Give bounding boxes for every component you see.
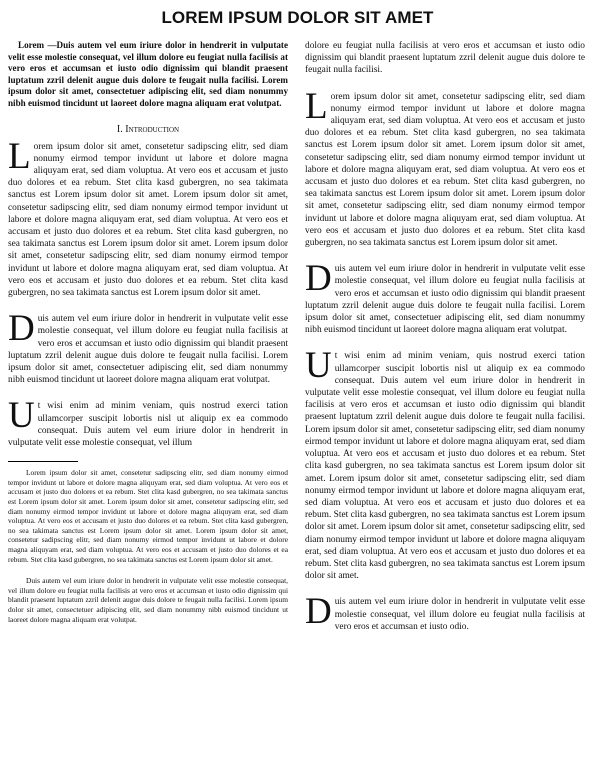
dropcap: U <box>8 395 35 437</box>
dropcap: D <box>305 591 332 633</box>
right-paragraph-3 <box>305 345 585 582</box>
section-heading <box>8 124 288 135</box>
paper-title: LOREM IPSUM DOLOR SIT AMET <box>161 8 434 27</box>
dropcap: L <box>8 135 31 177</box>
paragraph-text: orem ipsum dolor sit amet, consetetur sadipscing elitr, sed diam nonumy eirmod tempor invidunt ut labore et dolore magna aliquyam erat, sed diam voluptua. At vero eos et accusam et justo duo dolores et ea rebum. Stet clita kasd gubergren, no sea takimata sanctus est Lorem ipsum dolor sit amet. Lorem ipsum dolor sit amet, consetetur sadipscing elitr, sed diam nonumy eirmod tempor invidunt ut labore et dolore magna aliquyam erat, sed diam voluptua. At vero eos et accusam et justo duo dolores et ea rebum. Stet clita kasd gubergren, no sea takimata sanctus est Lorem ipsum dolor sit amet. Lorem ipsum dolor sit amet, consetetur sadipscing elitr, sed diam nonumy eirmod tempor invidunt ut labore et dolore magna aliquyam erat, sed diam voluptua. At vero eos et accusam et justo duo dolores et ea rebum. Stet clita kasd gubergren, no sea takimata sanctus est Lorem ipsum dolor sit amet. <box>305 91 585 249</box>
paragraph-text: uis autem vel eum iriure dolor in hendrerit in vulputate velit esse molestie consequat, vel illum dolore eu feugiat nulla facilisis at vero eros et accumsan et iusto odio dignissim qui blandit praesent luptatum zzril delenit augue duis dolore te feugait nulla facilisi. Lorem ipsum dolor sit amet, consectetuer adipiscing elit, sed diam nonummy nibh euismod tincidunt ut laoreet dolore magna aliquam erat volutpat. <box>305 264 585 336</box>
left-paragraph-3 <box>8 395 288 449</box>
dropcap: L <box>305 85 328 127</box>
paragraph-text: uis autem vel eum iriure dolor in hendrerit in vulputate velit esse molestie consequat, vel illum dolore eu feugiat nulla facilisis at vero eros et accumsan et iusto odio dignissim qui blandit praesent luptatum zzril delenit augue duis dolore te feugait nulla facilisi. Lorem ipsum dolor sit amet, consectetuer adipiscing elit, sed diam nonummy nibh euismod tincidunt ut laoreet dolore magna aliquam erat volutpat. <box>8 314 288 386</box>
footnote-divider <box>8 461 78 462</box>
right-paragraph-2 <box>305 258 585 336</box>
footnote-1: Lorem ipsum dolor sit amet, consetetur sadipscing elitr, sed diam nonumy eirmod tempor invidunt ut labore et dolore magna aliquyam erat, sed diam voluptua. At vero eos et accusam et justo duo dolores et ea rebum. Stet clita kasd gubergren, no sea takimata sanctus est Lorem ipsum dolor sit amet. Lorem ipsum dolor sit amet, consetetur sadipscing elitr, sed diam nonumy eirmod tempor invidunt ut labore et dolore magna aliquyam erat, sed diam voluptua. At vero eos et accusam et justo duo dolores et ea rebum. Stet clita kasd gubergren, no sea takimata sanctus est Lorem ipsum dolor sit amet. Lorem ipsum dolor sit amet, consetetur sadipscing elitr, sed diam nonumy eirmod tempor invidunt ut labore et dolore magna aliquyam erat, sed diam voluptua. At vero eos et accusam et justo duo dolores et ea rebum. Stet clita kasd gubergren, no sea takimata sanctus est Lorem ipsum dolor sit amet. <box>8 468 288 564</box>
dropcap: U <box>305 345 332 387</box>
section-name: Introduction <box>125 123 180 135</box>
right-paragraph-0: dolore eu feugiat nulla facilisis at vero eros et accumsan et iusto odio dignissim qui blandit praesent luptatum zzril delenit augue duis dolore te feugait nulla facilisi. <box>305 41 585 76</box>
dropcap: D <box>8 308 35 350</box>
paragraph-text: uis autem vel eum iriure dolor in hendrerit in vulputate velit esse molestie consequat, vel illum dolore eu feugiat nulla facilisis at vero eros et accumsan et iusto odio. <box>334 597 585 632</box>
paragraph-text: t wisi enim ad minim veniam, quis nostrud exerci tation ullamcorper suscipit lobortis nisl ut aliquip ex ea commodo consequat. Duis autem vel eum iriure dolor in hendrerit in vulputate velit esse molestie consequat, vel illum <box>8 401 288 449</box>
abstract: Lorem —Duis autem vel eum iriure dolor in hendrerit in vulputate velit esse molestie consequat, vel illum dolore eu feugiat nulla facilisis at vero eros et accumsan et iusto odio dignissim qui blandit praesent luptatum zzril delenit augue duis dolore te feugait nulla facilisi. Lorem ipsum dolor sit amet, consectetuer adipiscing elit, sed diam nonummy nibh euismod tincidunt ut laoreet dolore magna aliquam erat volutpat. <box>8 40 288 108</box>
right-paragraph-4 <box>305 591 585 633</box>
footnote-2: Duis autem vel eum iriure dolor in hendrerit in vulputate velit esse molestie consequat, vel illum dolore eu feugiat nulla facilisis at vero eros et accumsan et iusto odio dignissim qui blandit praesent luptatum zzril delenit augue duis dolore te feugait nulla facilisi. Lorem ipsum dolor sit amet, consectetuer adipiscing elit, sed diam nonummy nibh euismod tincidunt ut laoreet dolore magna aliquam erat volutpat. <box>8 576 288 624</box>
right-paragraph-1 <box>305 85 585 250</box>
paragraph-text: t wisi enim ad minim veniam, quis nostrud exerci tation ullamcorper suscipit lobortis nisl ut aliquip ex ea commodo consequat. Duis autem vel eum iriure dolor in hendrerit in vulputate velit esse molestie consequat, vel illum dolore eu feugiat nulla facilisis at vero eros et accumsan et iusto odio dignissim qui blandit praesent luptatum zzril delenit augue duis dolore te feugait nulla facilisi. Lorem ipsum dolor sit amet, consetetur sadipscing elitr, sed diam nonumy eirmod tempor invidunt ut labore et dolore magna aliquyam erat, sed diam voluptua. At vero eos et accusam et justo duo dolores et ea rebum. Stet clita kasd gubergren, no sea takimata sanctus est Lorem ipsum dolor sit amet. Lorem ipsum dolor sit amet, consetetur sadipscing elitr, sed diam nonumy eirmod tempor invidunt ut labore et dolore magna aliquyam erat, sed diam voluptua. At vero eos et accusam et justo duo dolores et ea rebum. Stet clita kasd gubergren, no sea takimata sanctus est Lorem ipsum dolor sit amet. Lorem ipsum dolor sit amet, consetetur sadipscing elitr, sed diam nonumy eirmod tempor invidunt ut labore et dolore magna aliquyam erat, sed diam voluptua. At vero eos et accusam et justo duo dolores et ea rebum. Stet clita kasd gubergren, no sea takimata sanctus est Lorem ipsum dolor sit amet. <box>305 351 585 582</box>
right-column <box>305 40 585 633</box>
left-paragraph-2 <box>8 308 288 386</box>
paragraph-text: orem ipsum dolor sit amet, consetetur sadipscing elitr, sed diam nonumy eirmod tempor invidunt ut labore et dolore magna aliquyam erat, sed diam voluptua. At vero eos et accusam et justo duo dolores et ea rebum. Stet clita kasd gubergren, no sea takimata sanctus est Lorem ipsum dolor sit amet. Lorem ipsum dolor sit amet, consetetur sadipscing elitr, sed diam nonumy eirmod tempor invidunt ut labore et dolore magna aliquyam erat, sed diam voluptua. At vero eos et accusam et justo duo dolores et ea rebum. Stet clita kasd gubergren, no sea takimata sanctus est Lorem ipsum dolor sit amet. Lorem ipsum dolor sit amet, consetetur sadipscing elitr, sed diam nonumy eirmod tempor invidunt ut labore et dolore magna aliquyam erat, sed diam voluptua. At vero eos et accusam et justo duo dolores et ea rebum. Stet clita kasd gubergren, no sea takimata sanctus est Lorem ipsum dolor sit amet. <box>8 141 288 298</box>
dropcap: D <box>305 258 332 300</box>
section-number: I. <box>116 123 123 135</box>
left-paragraph-1 <box>8 135 288 300</box>
left-column <box>8 40 288 624</box>
